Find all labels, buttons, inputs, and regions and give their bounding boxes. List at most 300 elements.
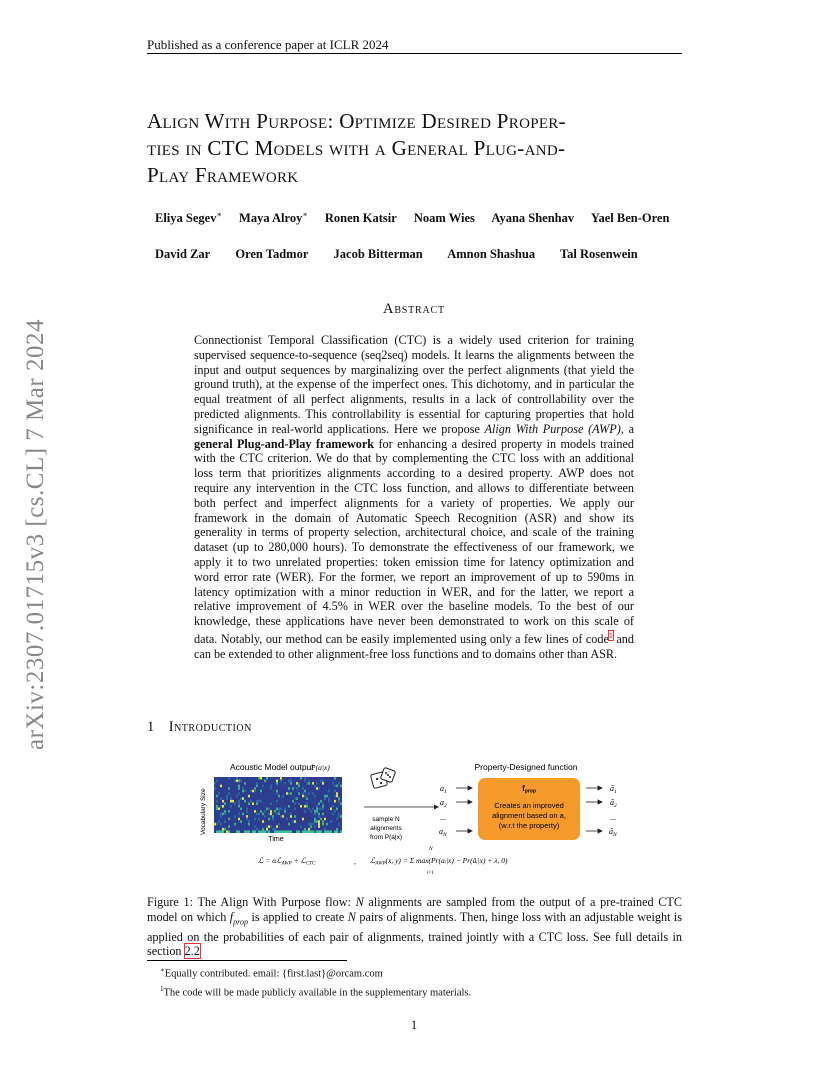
heatmap-cell (312, 830, 314, 833)
heatmap-cell (320, 787, 322, 790)
heatmap-cell (312, 810, 314, 813)
arxiv-id: arXiv:2307.01715v3 [cs.CL] 7 Mar 2024 (22, 319, 49, 750)
heatmap-cell (278, 808, 280, 811)
heatmap-cell (324, 797, 326, 800)
dice-icon (370, 767, 395, 788)
heatmap-cell (320, 810, 322, 813)
heatmap-cell (262, 828, 264, 831)
heatmap-cell (298, 792, 300, 795)
heatmap-cell (234, 802, 236, 805)
authors-row-1 (155, 210, 683, 226)
y-axis-label: Vocabulary Size (200, 788, 207, 835)
heatmap-cell (302, 830, 304, 833)
heatmap-cell (330, 820, 332, 823)
heatmap-cell (244, 790, 246, 793)
heatmap-cell (276, 800, 278, 803)
heatmap-cell (306, 805, 308, 808)
heatmap-cell (256, 828, 258, 831)
footnote-rule (147, 960, 347, 961)
heatmap (214, 777, 342, 833)
heatmap-cell (332, 805, 334, 808)
heatmap-cell (302, 792, 304, 795)
heatmap-cell (242, 800, 244, 803)
heatmap-cell (328, 797, 330, 800)
heatmap-cell (310, 818, 312, 821)
heatmap-cell (218, 808, 220, 811)
heatmap-cell (248, 808, 250, 811)
heatmap-cell (226, 830, 228, 833)
heatmap-cell (290, 792, 292, 795)
footnote-link[interactable]: 1 (608, 630, 613, 640)
heatmap-cell (276, 782, 278, 785)
heatmap-cell (298, 780, 300, 783)
heatmap-cell (336, 818, 338, 821)
heatmap-cell (226, 823, 228, 826)
heatmap-cell (240, 787, 242, 790)
heatmap-cell (246, 810, 248, 813)
heatmap-cell (250, 825, 252, 828)
heatmap-cell (244, 802, 246, 805)
heatmap-cell (298, 810, 300, 813)
heatmap-cell (322, 818, 324, 821)
heatmap-cell (264, 780, 266, 783)
heatmap-cell (314, 782, 316, 785)
heatmap-cell (326, 830, 328, 833)
heatmap-cell (300, 825, 302, 828)
heatmap-cell (238, 785, 240, 788)
heatmap-cell (314, 820, 316, 823)
heatmap-cell (272, 787, 274, 790)
heatmap-cell (300, 777, 302, 780)
awp-loss-equation: ℒ$_{AWP}$(x, y) = Σ max(Pr(aᵢ|x) − Pr(ãᵢ|x) + λ, 0) (370, 856, 508, 867)
heatmap-cell (258, 805, 260, 808)
heatmap-cell (260, 780, 262, 783)
footnote-1: ∗Equally contributed. email: {first.last}@orcam.com (160, 966, 383, 980)
heatmap-cell (314, 830, 316, 833)
heatmap-cell (230, 805, 232, 808)
svg-text:i=1: i=1 (427, 871, 434, 876)
heatmap-cell (250, 802, 252, 805)
heatmap-cell (280, 808, 282, 811)
heatmap-cell (248, 805, 250, 808)
heatmap-cell (246, 782, 248, 785)
heatmap-cell (214, 830, 216, 833)
heatmap-cell (302, 813, 304, 816)
heatmap-cell (276, 792, 278, 795)
heatmap-cell (246, 818, 248, 821)
heatmap-cell (228, 825, 230, 828)
heatmap-cell (298, 800, 300, 803)
heatmap-cell (254, 823, 256, 826)
heatmap-cell (268, 818, 270, 821)
fprop-label: fprop (522, 784, 536, 795)
heatmap-cell (232, 780, 234, 783)
heatmap-cell (302, 780, 304, 783)
title-line-3: Play Framework (147, 163, 299, 187)
heatmap-cell (320, 792, 322, 795)
heatmap-cell (308, 818, 310, 821)
heatmap-cell (244, 830, 246, 833)
heatmap-cell (324, 818, 326, 821)
heatmap-cell (322, 810, 324, 813)
heatmap-cell (228, 818, 230, 821)
heatmap-cell (248, 802, 250, 805)
heatmap-cell (266, 808, 268, 811)
heatmap-cell (306, 830, 308, 833)
heatmap-cell (314, 777, 316, 780)
heatmap-cell (290, 830, 292, 833)
heatmap-cell (276, 813, 278, 816)
heatmap-cell (298, 830, 300, 833)
heatmap-cell (258, 780, 260, 783)
heatmap-cell (314, 813, 316, 816)
input-arrows (456, 786, 472, 833)
heatmap-cell (264, 810, 266, 813)
heatmap-cell (286, 795, 288, 798)
author: Tal Rosenwein (559, 247, 638, 261)
heatmap-cell (288, 787, 290, 790)
heatmap-cell (314, 818, 316, 821)
heatmap-cell (232, 797, 234, 800)
heatmap-cell (266, 828, 268, 831)
heatmap-cell (242, 810, 244, 813)
heatmap-cell (248, 830, 250, 833)
heatmap-cell (296, 810, 298, 813)
heatmap-cell (332, 782, 334, 785)
heatmap-cell (266, 777, 268, 780)
heatmap-cell (252, 808, 254, 811)
heatmap-cell (318, 802, 320, 805)
heatmap-cell (290, 813, 292, 816)
heatmap-cell (318, 813, 320, 816)
heatmap-cell (276, 818, 278, 821)
heatmap-cell (236, 802, 238, 805)
heatmap-cell (242, 813, 244, 816)
output-arrows (586, 786, 602, 833)
heatmap-cell (324, 813, 326, 816)
heatmap-cell (282, 792, 284, 795)
header-rule (147, 53, 682, 54)
heatmap-cell (218, 810, 220, 813)
heatmap-cell (306, 802, 308, 805)
heatmap-cell (292, 820, 294, 823)
heatmap-cell (260, 790, 262, 793)
heatmap-cell (276, 830, 278, 833)
heatmap-cell (300, 795, 302, 798)
heatmap-cell (278, 787, 280, 790)
heatmap-cell (282, 830, 284, 833)
heatmap-cell (298, 813, 300, 816)
heatmap-cell (220, 815, 222, 818)
heatmap-cell (338, 800, 340, 803)
heatmap-cell (274, 797, 276, 800)
heatmap-cell (262, 792, 264, 795)
heatmap-cell (236, 818, 238, 821)
heatmap-cell (292, 782, 294, 785)
heatmap-cell (280, 792, 282, 795)
heatmap-cell (284, 802, 286, 805)
heatmap-cell (334, 800, 336, 803)
heatmap-cell (240, 820, 242, 823)
figure-caption: Figure 1: The Align With Purpose flow: N alignments are sampled from the output of a pre-trained CTC model on which $f_{prop}$ is applied to create N pairs of alignments. Then, hinge loss with an adjustable weight is applied on the probabilities of each pair of alignments, trained jointly with a CTC loss. See full details in section 2.2 (147, 895, 682, 959)
heatmap-cell (252, 790, 254, 793)
heatmap-cell (300, 808, 302, 811)
heatmap-cell (340, 782, 342, 785)
heatmap-cell (272, 828, 274, 831)
heatmap-cell (270, 823, 272, 826)
heatmap-cell (300, 810, 302, 813)
heatmap-cell (214, 805, 216, 808)
heatmap-cell (220, 823, 222, 826)
heatmap-cell (336, 808, 338, 811)
heatmap-cell (288, 802, 290, 805)
heatmap-cell (258, 795, 260, 798)
heatmap-cell (270, 813, 272, 816)
heatmap-cell (284, 808, 286, 811)
heatmap-cell (288, 780, 290, 783)
heatmap-cell (220, 810, 222, 813)
heatmap-cell (290, 815, 292, 818)
heatmap-cell (280, 823, 282, 826)
heatmap-cell (226, 785, 228, 788)
heatmap-cell (328, 830, 330, 833)
heatmap-cell (272, 818, 274, 821)
heatmap-cell (224, 802, 226, 805)
heatmap-cell (294, 813, 296, 816)
page-number: 1 (410, 1018, 418, 1032)
heatmap-cell (288, 792, 290, 795)
heatmap-cell (234, 795, 236, 798)
heatmap-cell (274, 777, 276, 780)
heatmap-cell (240, 797, 242, 800)
heatmap-cell (224, 810, 226, 813)
heatmap-cell (216, 805, 218, 808)
heatmap-cell (286, 802, 288, 805)
author: David Zar (155, 247, 211, 261)
heatmap-cell (250, 818, 252, 821)
heatmap-cell (220, 785, 222, 788)
author: Jacob Bitterman (333, 247, 423, 261)
heatmap-cell (216, 797, 218, 800)
heatmap-cell (308, 813, 310, 816)
title-line-1: Align With Purpose: Optimize Desired Proper- (147, 109, 566, 133)
heatmap-cell (304, 810, 306, 813)
heatmap-cell (222, 792, 224, 795)
heatmap-cell (338, 795, 340, 798)
heatmap-cell (250, 790, 252, 793)
heatmap-cell (262, 808, 264, 811)
heatmap-cell (262, 785, 264, 788)
heatmap-cell (320, 818, 322, 821)
author: Amnon Shashua (447, 247, 536, 261)
svg-text:...: ... (610, 813, 616, 822)
heatmap-cell (304, 818, 306, 821)
section-ref-link[interactable]: 2.2 (184, 944, 200, 959)
heatmap-cell (290, 802, 292, 805)
heatmap-cell (328, 815, 330, 818)
heatmap-cell (220, 830, 222, 833)
heatmap-cell (330, 808, 332, 811)
heatmap-cell (216, 830, 218, 833)
heatmap-cell (320, 805, 322, 808)
heatmap-cell (332, 777, 334, 780)
heatmap-cell (292, 777, 294, 780)
heatmap-cell (290, 828, 292, 831)
heatmap-cell (228, 810, 230, 813)
heatmap-cell (274, 795, 276, 798)
svg-text:N: N (429, 846, 433, 852)
heatmap-cell (254, 825, 256, 828)
heatmap-cell (324, 808, 326, 811)
heatmap-cell (312, 825, 314, 828)
heatmap-cell (254, 818, 256, 821)
heatmap-cell (304, 795, 306, 798)
heatmap-cell (286, 830, 288, 833)
heatmap-cell (312, 805, 314, 808)
heatmap-cell (248, 785, 250, 788)
heatmap-cell (240, 805, 242, 808)
heatmap-title: Acoustic Model output (230, 762, 314, 772)
heatmap-cell (314, 810, 316, 813)
heatmap-cell (222, 782, 224, 785)
heatmap-cell (340, 815, 342, 818)
footnotes (160, 963, 471, 1000)
heatmap-cell (330, 830, 332, 833)
heatmap-cell (276, 815, 278, 818)
heatmap-cell (242, 787, 244, 790)
svg-text:alignments: alignments (370, 825, 402, 832)
figure-1 (196, 757, 636, 882)
abstract-body: Connectionist Temporal Classification (CTC) is a widely used criterion for training supervised sequence-to-sequence (seq2seq) models. It learns the alignments between the input and output sequences by marginalizing over the perfect alignments (that yield the ground truth), at the expense of the imperfect ones. This dichotomy, and in particular the equal treatment of all perfect alignments, results in a lack of controllability over the predicted alignments. This controllability is essential for capturing properties that hold significance in real-world applications. Here we propose Align With Purpose (AWP), a general Plug-and-Play framework for enhancing a desired property in models trained with the CTC criterion. We do that by complementing the CTC loss with an additional loss term that prioritizes alignments according to a desired property. AWP does not require any intervention in the CTC loss function, and allows to differentiate between both perfect and imperfect alignments for a variety of properties. We apply our framework in the domain of Automatic Speech Recognition (ASR) and show its generality in terms of property selection, architectural choice, and scale of the training dataset (up to 280,000 hours). To demonstrate the effectiveness of our framework, we apply it to two unrelated properties: token emission time for latency optimization and word error rate (WER). For the former, we report an improvement of up to 590ms in latency optimization with a minor reduction in WER, and for the latter, we report a relative improvement of 4.5% in WER over the baseline models. To the best of our knowledge, these applications have never been demonstrated to work on this scale of data. Notably, our method can be easily implemented using only a few lines of code$^1$ and can be extended to other alignment-free loss functions and to domains other than ASR. (194, 333, 635, 661)
heatmap-cell (230, 828, 232, 831)
heatmap-cell (282, 815, 284, 818)
heatmap-cell (236, 777, 238, 780)
heatmap-cell (238, 780, 240, 783)
heatmap-cell (238, 777, 240, 780)
heatmap-cell (336, 828, 338, 831)
heatmap-cell (274, 810, 276, 813)
arxiv-stamp (18, 300, 48, 750)
heatmap-cell (222, 830, 224, 833)
heatmap-cell (238, 818, 240, 821)
heatmap-cell (310, 805, 312, 808)
heatmap-cell (228, 787, 230, 790)
heatmap-cell (264, 815, 266, 818)
heatmap-cell (218, 800, 220, 803)
heatmap-cell (244, 792, 246, 795)
heatmap-cell (256, 813, 258, 816)
heatmap-cell (218, 830, 220, 833)
heatmap-cell (254, 790, 256, 793)
author: Maya Alroy∗ (239, 210, 308, 226)
heatmap-cell (340, 802, 342, 805)
heatmap-cell (334, 790, 336, 793)
heatmap-cell (276, 825, 278, 828)
heatmap-cell (324, 828, 326, 831)
heatmap-cell (298, 815, 300, 818)
heatmap-cell (248, 820, 250, 823)
heatmap-cell (292, 823, 294, 826)
heatmap-cell (280, 777, 282, 780)
heatmap-cell (270, 790, 272, 793)
heatmap-cell (288, 805, 290, 808)
heatmap-cell (290, 782, 292, 785)
heatmap-cell (276, 808, 278, 811)
heatmap-cell (338, 820, 340, 823)
heatmap-cell (300, 805, 302, 808)
heatmap-cell (332, 785, 334, 788)
heatmap-cell (278, 818, 280, 821)
heatmap-cell (248, 795, 250, 798)
heatmap-cell (232, 808, 234, 811)
heatmap-cell (328, 818, 330, 821)
heatmap-cell (296, 787, 298, 790)
heatmap-cell (316, 820, 318, 823)
heatmap-cell (228, 820, 230, 823)
heatmap-cell (266, 790, 268, 793)
heatmap-cell (340, 830, 342, 833)
author: Eliya Segev∗ (155, 210, 222, 226)
heatmap-cell (252, 830, 254, 833)
heatmap-cell (318, 823, 320, 826)
heatmap-cell (336, 797, 338, 800)
heatmap-cell (296, 797, 298, 800)
heatmap-cell (340, 790, 342, 793)
author: Ronen Katsir (324, 211, 397, 226)
heatmap-cell (310, 810, 312, 813)
heatmap-cell (240, 818, 242, 821)
heatmap-cell (256, 782, 258, 785)
heatmap-cell (250, 823, 252, 826)
heatmap-cell (294, 797, 296, 800)
heatmap-cell (322, 805, 324, 808)
section-heading: 1 Introduction (147, 719, 252, 735)
heatmap-cell (222, 795, 224, 798)
heatmap-cell (312, 782, 314, 785)
heatmap-cell (280, 815, 282, 818)
heatmap-cell (236, 795, 238, 798)
heatmap-cell (262, 830, 264, 833)
heatmap-cell (334, 785, 336, 788)
heatmap-cell (224, 820, 226, 823)
svg-text:P(a|x): P(a|x) (311, 763, 330, 772)
heatmap-cell (318, 808, 320, 811)
heatmap-cell (304, 780, 306, 783)
heatmap-cell (248, 823, 250, 826)
heatmap-cell (334, 830, 336, 833)
heatmap-cell (328, 800, 330, 803)
heatmap-cell (260, 800, 262, 803)
heatmap-cell (272, 815, 274, 818)
heatmap-cell (336, 795, 338, 798)
heatmap-cell (270, 800, 272, 803)
input-aN: $a_N$ (439, 827, 447, 838)
heatmap-cell (298, 782, 300, 785)
heatmap-cell (314, 795, 316, 798)
heatmap-cell (304, 805, 306, 808)
heatmap-cell (308, 828, 310, 831)
heatmap-cell (284, 825, 286, 828)
heatmap-cell (324, 820, 326, 823)
heatmap-cell (278, 805, 280, 808)
heatmap-cell (262, 820, 264, 823)
heatmap-cell (300, 813, 302, 816)
heatmap-cell (226, 818, 228, 821)
heatmap-cell (254, 830, 256, 833)
heatmap-cell (266, 825, 268, 828)
heatmap-cell (322, 823, 324, 826)
heatmap-cell (270, 787, 272, 790)
